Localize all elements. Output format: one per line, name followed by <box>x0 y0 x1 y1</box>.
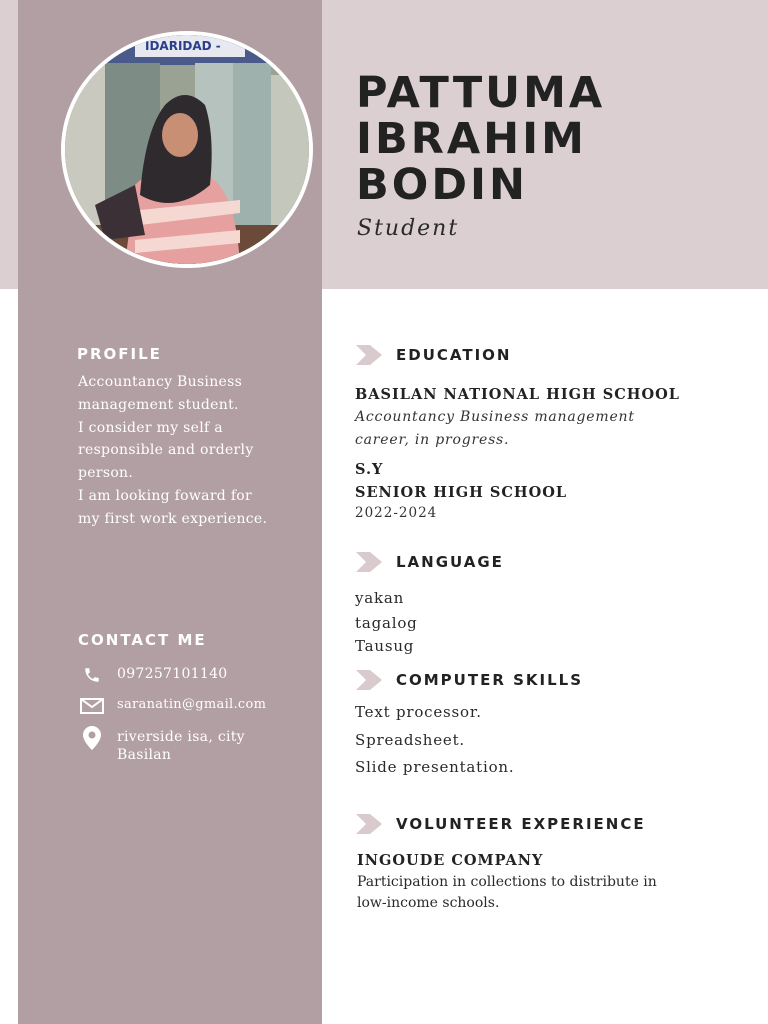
chevron-right-icon <box>356 814 382 834</box>
profile-line-3: I am looking foward for my first work experience. <box>78 487 268 527</box>
language-item: Tausug <box>355 637 415 655</box>
education-years: 2022-2024 <box>355 505 438 521</box>
language-heading: LANGUAGE <box>396 553 504 571</box>
location-pin-icon <box>80 726 104 750</box>
name-line-2: IBRAHIM <box>356 114 587 164</box>
contact-address[interactable] <box>80 726 277 764</box>
language-section-heading <box>356 552 504 572</box>
volunteer-company: INGOUDE COMPANY <box>357 852 544 869</box>
skill-item: Slide presentation. <box>355 758 515 776</box>
contact-heading: CONTACT ME <box>78 631 207 649</box>
education-description: Accountancy Business management career, in progress. <box>355 409 635 448</box>
chevron-right-icon <box>356 345 382 365</box>
education-section-heading <box>356 345 511 365</box>
name-line-1: PATTUMA <box>356 68 606 118</box>
profile-line-1: Accountancy Business management student. <box>78 374 243 413</box>
contact-email[interactable] <box>80 696 277 716</box>
volunteer-description: Participation in collections to distribute in low-income schools. <box>357 874 657 911</box>
computer-skills-heading: COMPUTER SKILLS <box>396 671 584 689</box>
contact-phone[interactable] <box>80 665 277 685</box>
education-heading: EDUCATION <box>396 346 512 364</box>
education-sy-label: S.Y <box>355 461 384 478</box>
skill-item: Text processor. <box>355 703 482 721</box>
profile-line-2: I consider my self a responsible and orderly person. <box>78 419 254 482</box>
contact-address-text: riverside isa, city Basilan <box>117 729 245 763</box>
photo-banner-text: IDARIDAD - <box>145 39 221 53</box>
chevron-right-icon <box>356 552 382 572</box>
language-item: yakan <box>355 589 405 607</box>
chevron-right-icon <box>356 670 382 690</box>
contact-phone-text: 097257101140 <box>117 666 228 682</box>
education-school: BASILAN NATIONAL HIGH SCHOOL <box>355 386 680 403</box>
job-title: Student <box>357 216 460 241</box>
profile-heading: PROFILE <box>77 345 162 363</box>
volunteer-heading: VOLUNTEER EXPERIENCE <box>396 815 646 833</box>
skill-item: Spreadsheet. <box>355 731 465 749</box>
computer-skills-section-heading <box>356 670 583 690</box>
profile-text <box>78 371 278 531</box>
candidate-name <box>356 70 605 208</box>
language-item: tagalog <box>355 614 418 632</box>
mail-icon <box>80 696 104 716</box>
education-level: SENIOR HIGH SCHOOL <box>355 484 568 501</box>
phone-icon <box>80 665 104 685</box>
name-line-3: BODIN <box>356 160 529 210</box>
volunteer-section-heading <box>356 814 646 834</box>
profile-photo <box>61 31 313 268</box>
contact-email-text: saranatin@gmail.com <box>117 697 267 712</box>
